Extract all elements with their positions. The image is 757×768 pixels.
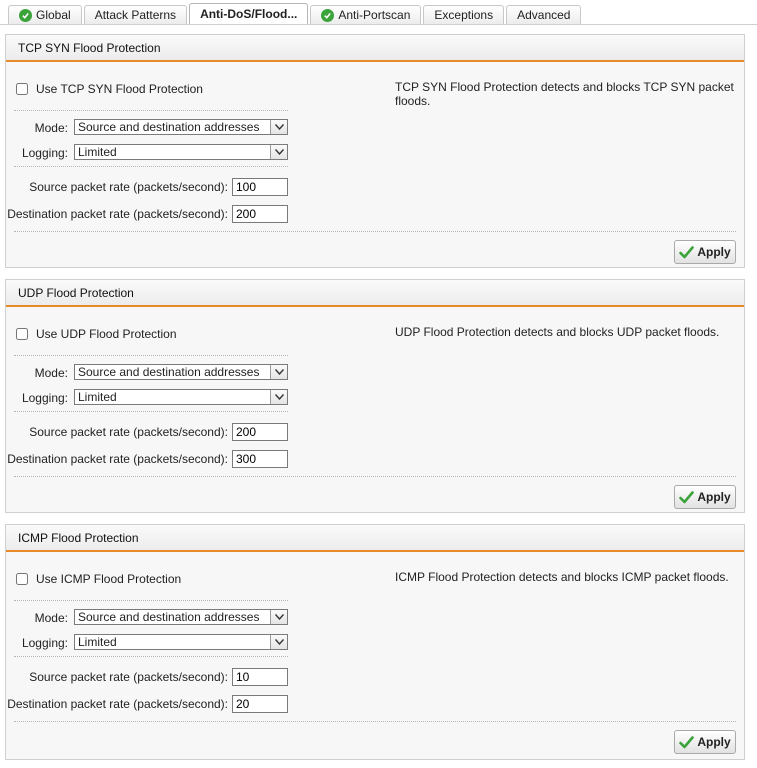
mode-select[interactable] [74,364,288,380]
chevron-down-icon [270,635,287,649]
chevron-down-icon [270,365,287,379]
mode-value: Source and destination addresses [78,610,260,624]
divider [14,231,736,232]
checkmark-icon [679,246,694,259]
source-rate-label: Source packet rate (packets/second): [29,425,228,439]
checkbox-label: Use TCP SYN Flood Protection [36,82,203,96]
tab-anti-dos-flood[interactable] [189,3,308,24]
dest-rate-label: Destination packet rate (packets/second): [7,697,228,711]
logging-select[interactable] [74,144,288,160]
divider [14,600,288,601]
use-icmp-flood-checkbox[interactable] [16,573,28,585]
mode-label: Mode: [34,366,68,380]
source-rate-label: Source packet rate (packets/second): [29,670,228,684]
logging-label: Logging: [21,391,68,405]
mode-select[interactable] [74,119,288,135]
source-rate-input[interactable] [232,178,288,196]
chevron-down-icon [270,610,287,624]
tab-label: Exceptions [434,8,494,22]
tab-attack-patterns[interactable] [84,5,187,24]
chevron-down-icon [270,145,287,159]
source-rate-input[interactable] [232,423,288,441]
logging-select[interactable] [74,389,288,405]
tab-divider [0,24,757,25]
apply-label: Apply [697,735,731,749]
divider [14,411,288,412]
checkbox-label: Use ICMP Flood Protection [36,572,182,586]
mode-label: Mode: [34,611,68,625]
dest-rate-label: Destination packet rate (packets/second): [7,207,228,221]
source-rate-input[interactable] [232,668,288,686]
mode-select[interactable] [74,609,288,625]
apply-button[interactable] [674,240,736,264]
tab-anti-portscan[interactable] [310,5,421,24]
apply-button[interactable] [674,730,736,754]
checkmark-icon [679,491,694,504]
apply-button[interactable] [674,485,736,509]
dest-rate-input[interactable] [232,450,288,468]
tab-exceptions[interactable] [423,5,504,24]
logging-value: Limited [78,390,117,404]
use-tcp-syn-flood-checkbox[interactable] [16,83,28,95]
dest-rate-input[interactable] [232,205,288,223]
panel-icmp-flood [5,524,745,760]
panel-udp-flood [5,279,745,513]
divider [14,476,736,477]
tab-advanced[interactable] [506,5,581,24]
divider [14,656,288,657]
chevron-down-icon [270,120,287,134]
panel-description: UDP Flood Protection detects and blocks UDP packet floods. [395,325,720,339]
tab-label: Global [36,8,71,22]
divider [14,166,288,167]
panel-description: TCP SYN Flood Protection detects and blocks TCP SYN packet floods. [395,80,734,108]
checkmark-icon [679,736,694,749]
dest-rate-label: Destination packet rate (packets/second): [7,452,228,466]
tab-bar [8,3,581,24]
panel-title: TCP SYN Flood Protection [6,35,744,62]
tab-label: Attack Patterns [94,8,177,22]
mode-label: Mode: [34,121,68,135]
divider [14,110,288,111]
logging-select[interactable] [74,634,288,650]
check-circle-icon [19,9,32,22]
panel-title: ICMP Flood Protection [6,525,744,552]
apply-label: Apply [697,490,731,504]
logging-label: Logging: [21,146,68,160]
divider [14,355,288,356]
divider [14,721,736,722]
panel-description: ICMP Flood Protection detects and blocks ICMP packet floods. [395,570,729,584]
panel-title: UDP Flood Protection [6,280,744,307]
mode-value: Source and destination addresses [78,120,260,134]
logging-value: Limited [78,145,117,159]
tab-label: Anti-Portscan [338,8,411,22]
use-udp-flood-checkbox[interactable] [16,328,28,340]
apply-label: Apply [697,245,731,259]
mode-value: Source and destination addresses [78,365,260,379]
check-circle-icon [321,9,334,22]
dest-rate-input[interactable] [232,695,288,713]
checkbox-label: Use UDP Flood Protection [36,327,177,341]
source-rate-label: Source packet rate (packets/second): [29,180,228,194]
tab-global[interactable] [8,5,82,24]
logging-value: Limited [78,635,117,649]
tab-label: Advanced [517,8,571,22]
chevron-down-icon [270,390,287,404]
logging-label: Logging: [21,636,68,650]
tab-label: Anti-DoS/Flood... [200,7,298,21]
panel-tcp-syn-flood [5,34,745,268]
